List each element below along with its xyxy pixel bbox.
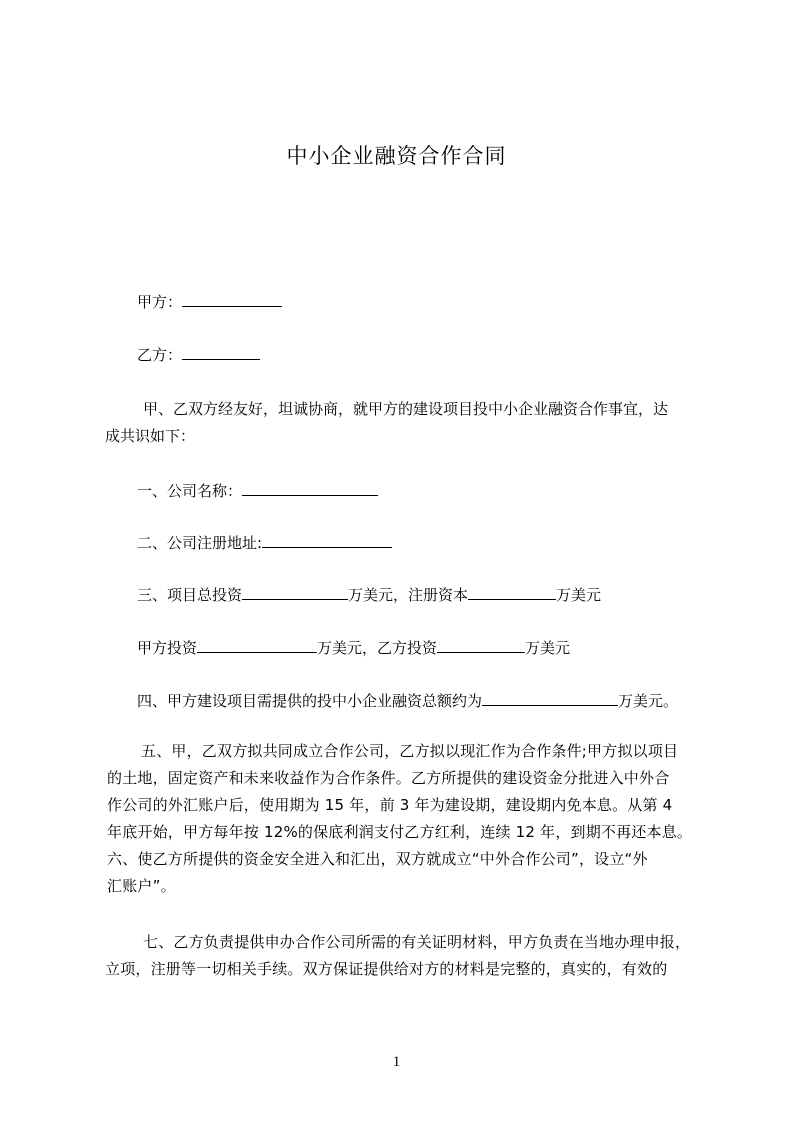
- item-4-label: 四、甲方建设项目需提供的投中小企业融资总额约为: [137, 692, 483, 710]
- item-3-investment: [137, 582, 601, 609]
- item-3-label: 三、项目总投资: [137, 586, 243, 604]
- item-3-capital-blank: [468, 585, 556, 600]
- party-a-blank: [182, 292, 282, 307]
- party-a-label: 甲方：: [137, 293, 183, 311]
- item-2-blank: [262, 533, 392, 548]
- item-6-line-2: 汇账户”。: [107, 877, 176, 895]
- item-6-line-1: 六、使乙方所提供的资金安全进入和汇出，双方就成立“中外合作公司”，设立“外: [107, 850, 648, 868]
- invest-b-blank: [437, 638, 525, 653]
- item-3-unit-1: 万美元，注册资本: [348, 586, 469, 604]
- item-2-label: 二、公司注册地址:: [137, 534, 263, 552]
- item-7-paragraph: [105, 929, 690, 983]
- party-investments: [137, 635, 570, 662]
- intro-paragraph: [105, 396, 668, 450]
- item-5-line-3: 作公司的外汇账户后，使用期为 15 年，前 3 年为建设期，建设期内免本息。从第 4: [107, 796, 673, 814]
- item-5-6-paragraph: [107, 738, 692, 900]
- item-4-financing-total: [137, 688, 678, 715]
- item-2-registered-address: [137, 530, 392, 557]
- item-7-line-2: 立项，注册等一切相关手续。双方保证提供给对方的材料是完整的，真实的，有效的: [105, 960, 668, 978]
- party-b-label: 乙方：: [137, 346, 183, 364]
- invest-a-unit: 万美元，乙方投资: [317, 639, 438, 657]
- item-1-label: 一、公司名称：: [137, 482, 243, 500]
- item-1-blank: [242, 481, 378, 496]
- intro-line-1: 甲、乙双方经友好，坦诚协商，就甲方的建设项目投中小企业融资合作事宜，达: [143, 400, 669, 418]
- item-4-unit: 万美元。: [618, 692, 679, 710]
- invest-a-blank: [197, 638, 317, 653]
- item-3-unit-2: 万美元: [556, 586, 602, 604]
- item-5-line-2: 的土地，固定资产和未来收益作为合作条件。乙方所提供的建设资金分批进入中外合: [107, 769, 670, 787]
- party-b-line: [137, 342, 260, 369]
- item-4-blank: [482, 691, 618, 706]
- invest-b-unit: 万美元: [525, 639, 571, 657]
- item-5-line-1: 五、甲，乙双方拟共同成立合作公司，乙方拟以现汇作为合作条件;甲方拟以项目: [141, 742, 679, 760]
- item-1-company-name: [137, 478, 378, 505]
- document-title: 中小企业融资合作合同: [286, 144, 507, 168]
- item-5-line-4: 年底开始，甲方每年按 12%的保底利润支付乙方红利，连续 12 年，到期不再还本息。: [107, 823, 693, 841]
- item-3-total-blank: [242, 585, 348, 600]
- party-a-line: [137, 289, 282, 316]
- party-b-blank: [182, 345, 260, 360]
- intro-line-2: 成共识如下：: [105, 427, 196, 445]
- page-number: 1: [392, 1054, 401, 1070]
- invest-a-label: 甲方投资: [137, 639, 198, 657]
- item-7-line-1: 七、乙方负责提供申办合作公司所需的有关证明材料，甲方负责在当地办理申报，: [143, 933, 691, 951]
